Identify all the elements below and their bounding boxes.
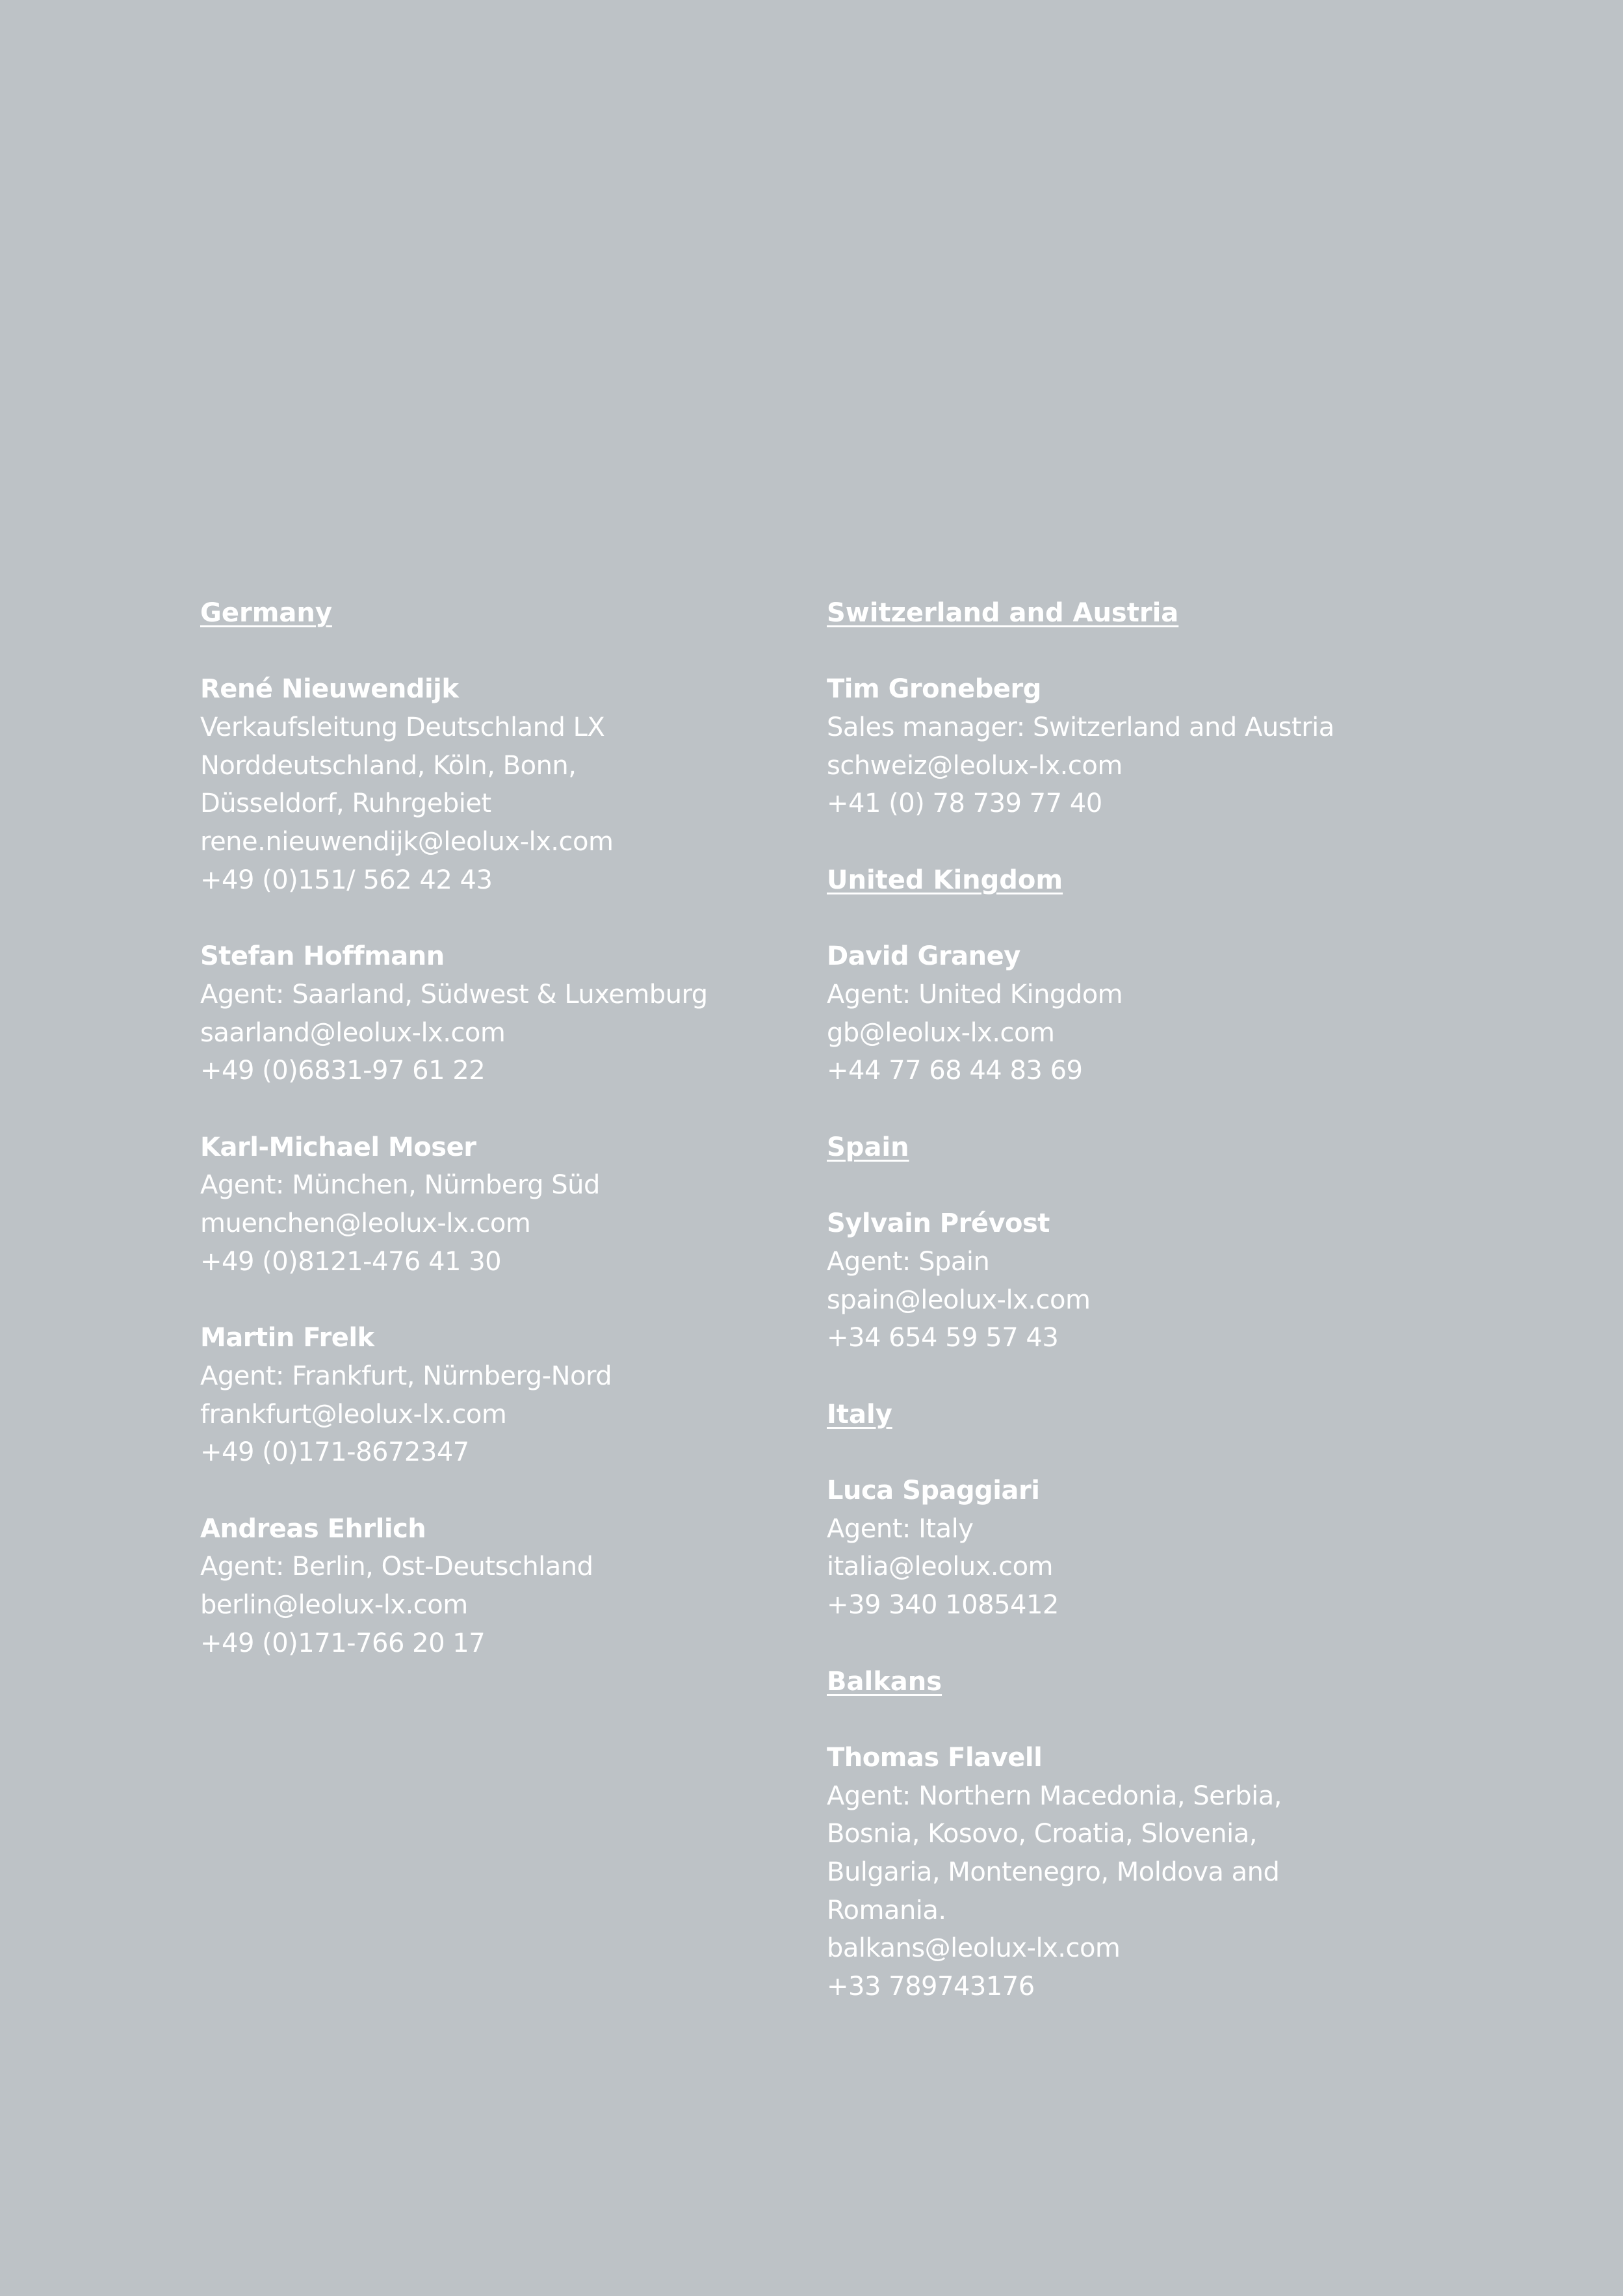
- contact-detail: Agent: Northern Macedonia, Serbia,: [827, 1781, 1282, 1811]
- contact-email[interactable]: schweiz@leolux-lx.com: [827, 750, 1123, 781]
- contact-email[interactable]: frankfurt@leolux-lx.com: [200, 1399, 507, 1429]
- contact-detail: Bosnia, Kosovo, Croatia, Slovenia,: [827, 1819, 1257, 1849]
- contact-card: [200, 1128, 785, 1281]
- contact-name: David Graney: [827, 941, 1020, 972]
- region-italy: [827, 1396, 1412, 1663]
- contact-card: [200, 1510, 785, 1663]
- contact-email[interactable]: muenchen@leolux-lx.com: [200, 1208, 531, 1239]
- contact-card: [827, 670, 1412, 823]
- region-heading: Germany: [200, 598, 332, 628]
- contact-card: [827, 937, 1412, 1090]
- contact-detail: Bulgaria, Montenegro, Moldova and: [827, 1857, 1280, 1887]
- contact-email[interactable]: berlin@leolux-lx.com: [200, 1590, 468, 1621]
- contact-name: Sylvain Prévost: [827, 1208, 1050, 1239]
- region-switzerland-and-austria: [827, 594, 1412, 861]
- contact-card: [827, 1205, 1412, 1357]
- contact-name: Andreas Ehrlich: [200, 1513, 426, 1544]
- contact-name: Stefan Hoffmann: [200, 941, 445, 972]
- contact-email[interactable]: spain@leolux-lx.com: [827, 1285, 1091, 1315]
- contact-card: [200, 670, 785, 899]
- region-balkans: [827, 1663, 1412, 2006]
- contact-phone: +44 77 68 44 83 69: [827, 1056, 1083, 1086]
- contact-detail: Verkaufsleitung Deutschland LX: [200, 712, 605, 743]
- contact-card: [200, 937, 785, 1090]
- left-contacts-column: [200, 594, 785, 1663]
- contact-phone: +49 (0)6831-97 61 22: [200, 1056, 486, 1086]
- contact-name: Tim Groneberg: [827, 674, 1041, 705]
- contact-name: Luca Spaggiari: [827, 1476, 1040, 1506]
- region-heading: United Kingdom: [827, 865, 1063, 895]
- contact-detail: Norddeutschland, Köln, Bonn,: [200, 750, 577, 781]
- contact-phone: +49 (0)171-8672347: [200, 1437, 469, 1468]
- contact-email[interactable]: saarland@leolux-lx.com: [200, 1017, 506, 1048]
- contact-phone: +49 (0)171-766 20 17: [200, 1628, 486, 1658]
- contact-detail: Sales manager: Switzerland and Austria: [827, 712, 1334, 743]
- contact-detail: Agent: Spain: [827, 1246, 990, 1277]
- contact-detail: Agent: Italy: [827, 1513, 974, 1544]
- contact-email[interactable]: italia@leolux.com: [827, 1552, 1054, 1582]
- contact-phone: +49 (0)8121-476 41 30: [200, 1246, 502, 1277]
- region-heading: Balkans: [827, 1666, 942, 1697]
- contact-name: Karl-Michael Moser: [200, 1132, 476, 1162]
- contact-card: [827, 1472, 1412, 1624]
- region-united-kingdom: [827, 861, 1412, 1128]
- contact-card: [200, 1319, 785, 1472]
- contact-detail: Agent: München, Nürnberg Süd: [200, 1170, 600, 1201]
- contact-phone: +34 654 59 57 43: [827, 1323, 1059, 1353]
- right-contacts-column: [827, 594, 1412, 2006]
- contact-phone: +39 340 1085412: [827, 1590, 1059, 1621]
- contact-detail: Romania.: [827, 1895, 946, 1925]
- contact-name: Martin Frelk: [200, 1323, 374, 1353]
- contact-email[interactable]: balkans@leolux-lx.com: [827, 1933, 1121, 1964]
- region-spain: [827, 1128, 1412, 1396]
- contact-detail: Agent: Saarland, Südwest & Luxemburg: [200, 979, 708, 1010]
- region-heading: Italy: [827, 1399, 892, 1429]
- contact-email[interactable]: rene.nieuwendijk@leolux-lx.com: [200, 827, 614, 857]
- contact-detail: Düsseldorf, Ruhrgebiet: [200, 789, 491, 819]
- contact-name: René Nieuwendijk: [200, 674, 459, 705]
- region-heading: Switzerland and Austria: [827, 598, 1179, 628]
- contact-detail: Agent: Frankfurt, Nürnberg-Nord: [200, 1361, 612, 1391]
- contact-phone: +41 (0) 78 739 77 40: [827, 789, 1102, 819]
- contact-phone: +33 789743176: [827, 1972, 1035, 2002]
- contact-email[interactable]: gb@leolux-lx.com: [827, 1017, 1055, 1048]
- region-heading: Spain: [827, 1132, 909, 1162]
- contact-card: [827, 1739, 1412, 2006]
- contact-phone: +49 (0)151/ 562 42 43: [200, 865, 493, 895]
- contact-name: Thomas Flavell: [827, 1742, 1043, 1773]
- contact-detail: Agent: United Kingdom: [827, 979, 1123, 1010]
- region-germany: [200, 594, 785, 1663]
- contact-detail: Agent: Berlin, Ost-Deutschland: [200, 1552, 593, 1582]
